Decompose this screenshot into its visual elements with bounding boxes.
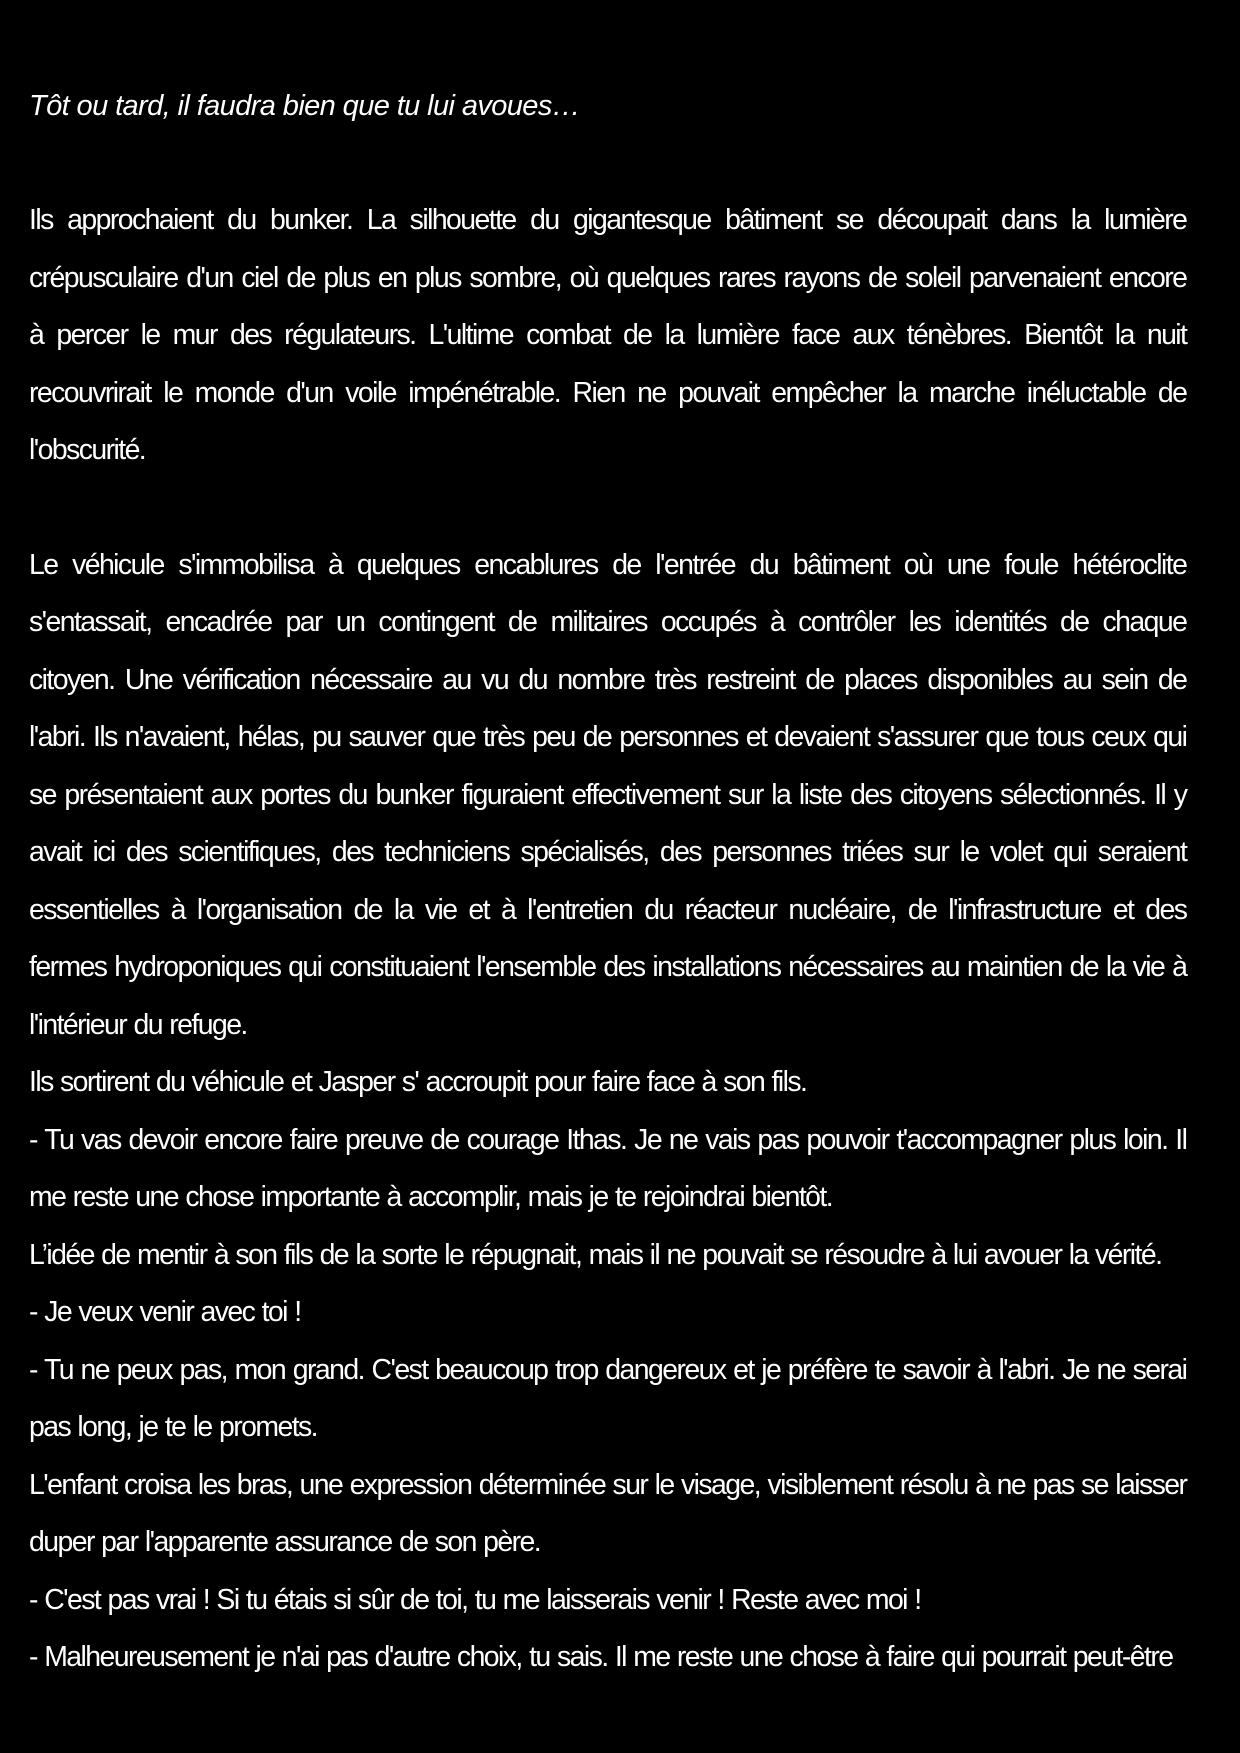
spacer [29, 135, 1210, 192]
paragraph: Ils approchaient du bunker. La silhouette du gigantesque bâtiment se découpait dans la lumière crépusculaire d'un ciel de plus en plus sombre, où quelques rares rayons de soleil parvenaient encore à percer le mur des régulateurs. L'ultime combat de la lumière face aux ténèbres. Bientôt la nuit recouvrirait le monde d'un voile impénétrable. Rien ne pouvait empêcher la marche inéluctable de l'obscurité. [29, 204, 1187, 466]
paragraph: L’idée de mentir à son fils de la sorte le répugnait, mais il ne pouvait se résoudre à lui avouer la vérité. [29, 1238, 1162, 1271]
spacer [29, 480, 1210, 537]
book-page [29, 78, 1210, 1687]
epigraph: Tôt ou tard, il faudra bien que tu lui avoues… [29, 90, 581, 122]
paragraph: L'enfant croisa les bras, une expression déterminée sur le visage, visiblement résolu à ne pas se laisser duper par l'apparente assurance de son père. [29, 1468, 1187, 1558]
dialogue-line: - C'est pas vrai ! Si tu étais si sûr de toi, tu me laisserais venir ! Reste avec moi ! [29, 1583, 921, 1616]
paragraph: Ils sortirent du véhicule et Jasper s' accroupit pour faire face à son fils. [29, 1066, 807, 1098]
dialogue-line: - Tu ne peux pas, mon grand. C'est beaucoup trop dangereux et je préfère te savoir à l'abri. Je ne serai pas long, je te le promets. [29, 1353, 1187, 1443]
dialogue-line: - Tu vas devoir encore faire preuve de courage Ithas. Je ne vais pas pouvoir t'accompagner plus loin. Il me reste une chose importante à accomplir, mais je te rejoindrai bientôt. [29, 1123, 1187, 1213]
paragraph: Le véhicule s'immobilisa à quelques encablures de l'entrée du bâtiment où une foule hétéroclite s'entassait, encadrée par un contingent de militaires occupés à contrôler les identités de chaque citoyen. Une vérification nécessaire au vu du nombre très restreint de places disponibles au sein de l'abri. Ils n'avaient, hélas, pu sauver que très peu de personnes et devaient s'assurer que tous ceux qui se présentaient aux portes du bunker figuraient effectivement sur la liste des citoyens sélectionnés. Il y avait ici des scientifiques, des techniciens spécialisés, des personnes triées sur le volet qui seraient essentielles à l'organisation de la vie et à l'entretien du réacteur nucléaire, de l'infrastructure et des fermes hydroponiques qui constituaient l'ensemble des installations nécessaires au maintien de la vie à l'intérieur du refuge. [29, 548, 1187, 1041]
dialogue-line: - Malheureusement je n'ai pas d'autre choix, tu sais. Il me reste une chose à faire qui pourrait peut-être [29, 1641, 1173, 1673]
dialogue-line: - Je veux venir avec toi ! [29, 1296, 301, 1328]
